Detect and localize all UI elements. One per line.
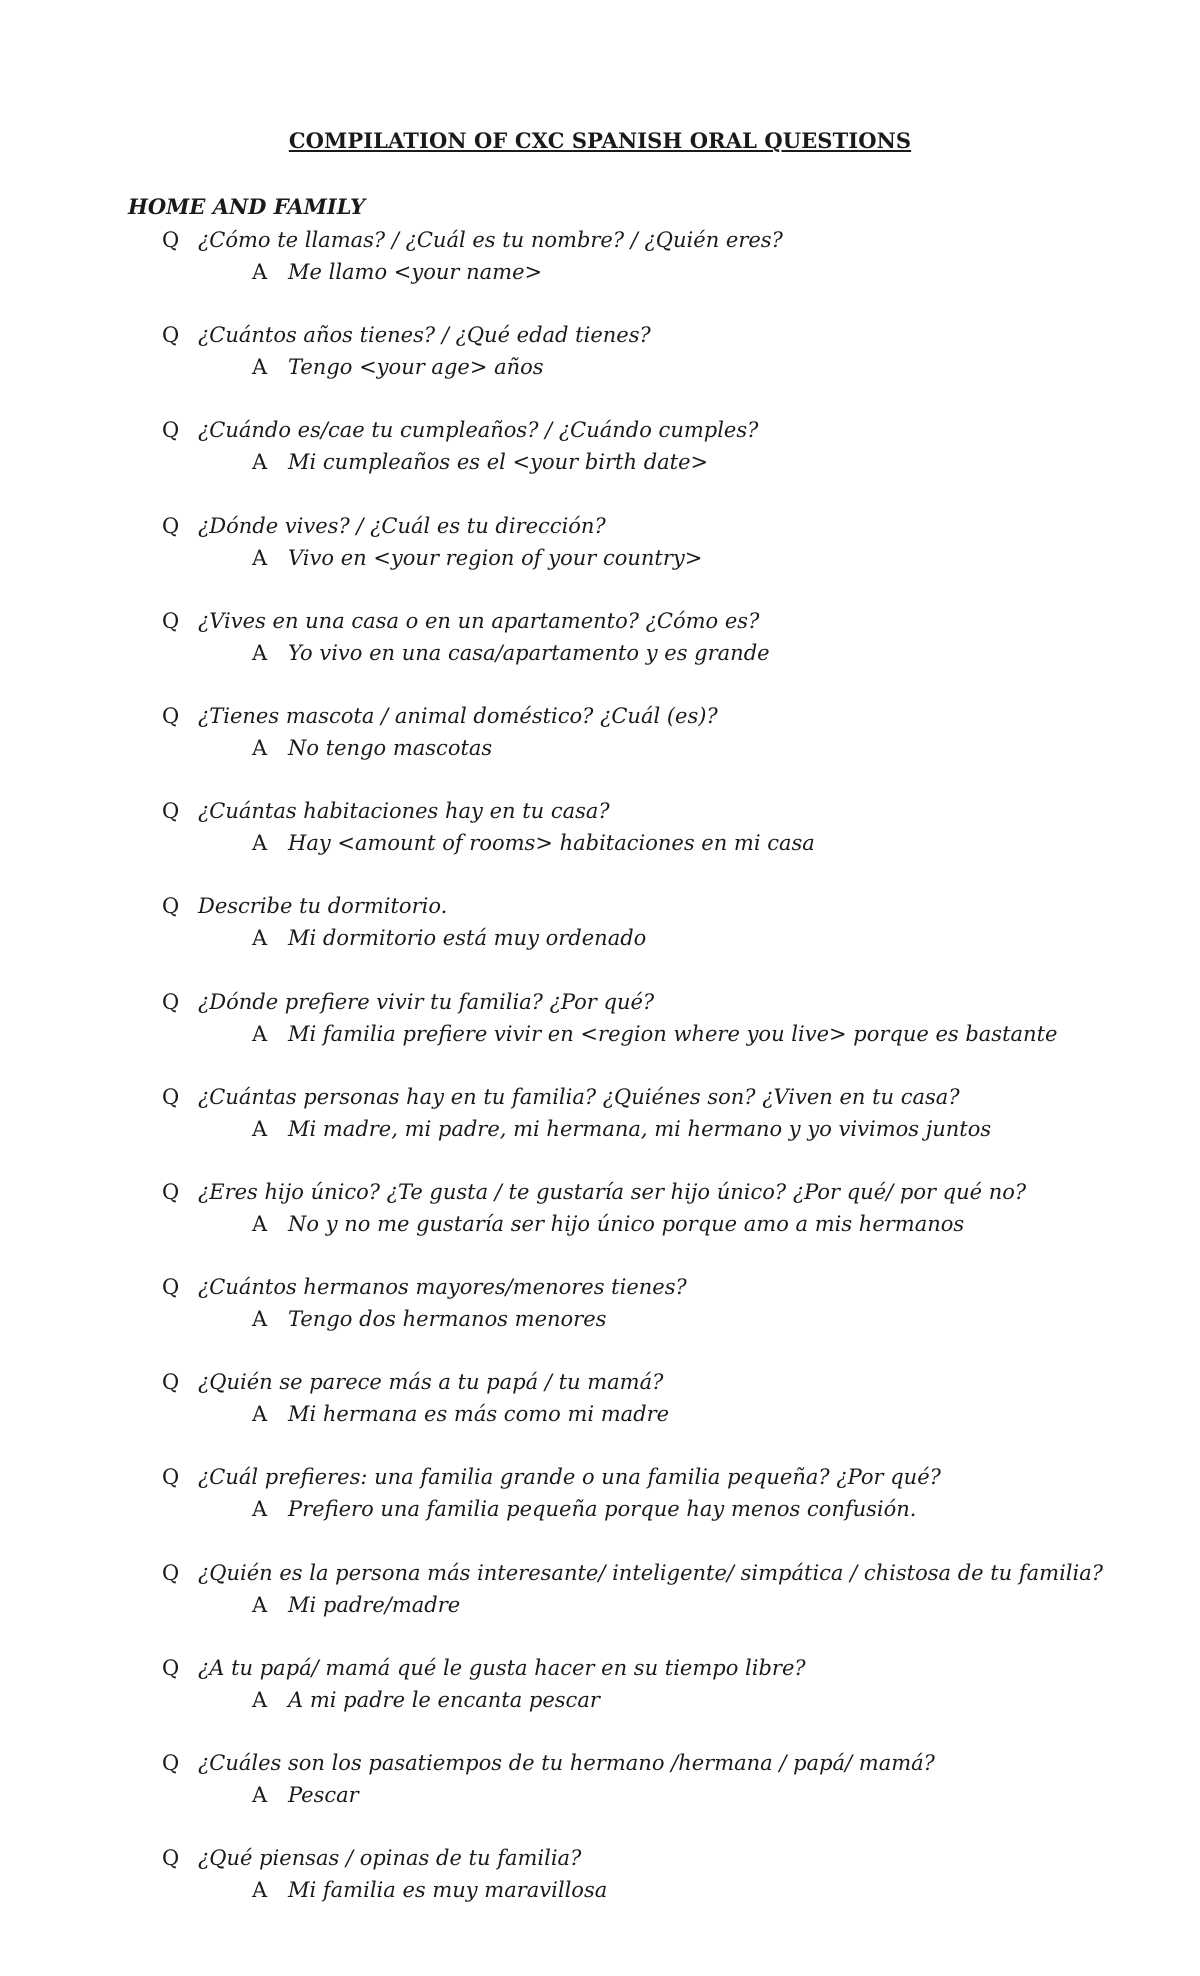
question-text: ¿Cuántos hermanos mayores/menores tienes?: [198, 1275, 687, 1300]
question-line: [162, 986, 654, 1018]
question-line: [162, 1557, 1103, 1589]
answer-line: [252, 1493, 916, 1525]
answer-marker: A: [252, 545, 268, 570]
question-text: ¿Eres hijo único? ¿Te gusta / te gustaría ser hijo único? ¿Por qué/ por qué no?: [198, 1179, 1027, 1204]
answer-marker: A: [252, 735, 268, 760]
question-text: ¿Dónde vives? / ¿Cuál es tu dirección?: [198, 513, 606, 538]
answer-marker: A: [252, 1687, 268, 1712]
answer-line: [252, 1874, 607, 1906]
answer-text: Mi dormitorio está muy ordenado: [288, 926, 647, 951]
question-line: [162, 1652, 806, 1684]
qa-item: [0, 890, 1200, 985]
question-marker: Q: [162, 418, 180, 443]
question-marker: Q: [162, 1179, 180, 1204]
answer-text: Mi familia prefiere vivir en <region where you live> porque es bastante: [288, 1021, 1058, 1046]
qa-item: [0, 1081, 1200, 1176]
answer-text: No y no me gustaría ser hijo único porque amo a mis hermanos: [288, 1211, 965, 1236]
question-marker: Q: [162, 323, 180, 348]
question-marker: Q: [162, 1084, 180, 1109]
qa-list: [0, 224, 1200, 1937]
question-line: [162, 1747, 935, 1779]
answer-line: [252, 446, 708, 478]
answer-text: Vivo en <your region of your country>: [288, 545, 703, 570]
question-line: [162, 1271, 687, 1303]
question-text: ¿A tu papá/ mamá qué le gusta hacer en su tiempo libre?: [198, 1655, 806, 1680]
question-marker: Q: [162, 1465, 180, 1490]
question-marker: Q: [162, 608, 180, 633]
question-marker: Q: [162, 894, 180, 919]
question-text: ¿Cuántas personas hay en tu familia? ¿Quiénes son? ¿Viven en tu casa?: [198, 1084, 960, 1109]
answer-marker: A: [252, 1497, 268, 1522]
qa-item: [0, 700, 1200, 795]
answer-text: Me llamo <your name>: [288, 260, 543, 284]
document-title: COMPILATION OF CXC SPANISH ORAL QUESTIONS: [288, 128, 912, 153]
answer-line: [252, 1018, 1057, 1050]
answer-line: [252, 542, 702, 574]
question-line: [162, 1081, 960, 1113]
question-marker: Q: [162, 1275, 180, 1300]
answer-marker: A: [252, 1116, 268, 1141]
answer-marker: A: [252, 355, 268, 380]
question-text: Describe tu dormitorio.: [198, 894, 448, 919]
question-text: ¿Cuál prefieres: una familia grande o una familia pequeña? ¿Por qué?: [198, 1465, 941, 1490]
qa-item: [0, 795, 1200, 890]
answer-text: Mi padre/madre: [288, 1592, 461, 1617]
question-marker: Q: [162, 1370, 180, 1395]
question-line: [162, 795, 610, 827]
answer-marker: A: [252, 1402, 268, 1427]
question-text: ¿Quién se parece más a tu papá / tu mamá?: [198, 1370, 664, 1395]
answer-text: Tengo dos hermanos menores: [288, 1307, 607, 1332]
question-line: [162, 890, 447, 922]
question-line: [162, 319, 651, 351]
question-text: ¿Qué piensas / opinas de tu familia?: [198, 1846, 582, 1871]
answer-line: [252, 922, 646, 954]
answer-marker: A: [252, 1211, 268, 1236]
question-line: [162, 1176, 1026, 1208]
answer-marker: A: [252, 831, 268, 856]
answer-marker: A: [252, 1878, 268, 1903]
question-text: ¿Vives en una casa o en un apartamento? ¿Cómo es?: [198, 608, 760, 633]
qa-item: [0, 1366, 1200, 1461]
answer-line: [252, 1684, 600, 1716]
question-line: [162, 700, 718, 732]
qa-item: [0, 1652, 1200, 1747]
answer-text: Yo vivo en una casa/apartamento y es grande: [288, 640, 770, 665]
answer-marker: A: [252, 926, 268, 951]
question-line: [162, 510, 606, 542]
answer-line: [252, 827, 815, 859]
question-marker: Q: [162, 1560, 180, 1585]
answer-text: Mi hermana es más como mi madre: [288, 1402, 670, 1427]
question-line: [162, 1366, 663, 1398]
question-text: ¿Cómo te llamas? / ¿Cuál es tu nombre? / ¿Quién eres?: [198, 228, 783, 252]
section-heading: HOME AND FAMILY: [128, 194, 366, 219]
question-text: ¿Cuántas habitaciones hay en tu casa?: [198, 799, 610, 824]
answer-line: [252, 256, 542, 288]
answer-text: A mi padre le encanta pescar: [288, 1687, 600, 1712]
answer-marker: A: [252, 1783, 268, 1807]
qa-item: [0, 1271, 1200, 1366]
qa-item: [0, 510, 1200, 605]
qa-item: [0, 1747, 1200, 1842]
question-line: [162, 414, 758, 446]
qa-item: [0, 1842, 1200, 1937]
answer-line: [252, 1779, 359, 1811]
question-text: ¿Tienes mascota / animal doméstico? ¿Cuál (es)?: [198, 703, 718, 728]
question-text: ¿Dónde prefiere vivir tu familia? ¿Por qué?: [198, 989, 655, 1014]
qa-item: [0, 1557, 1200, 1652]
question-line: [162, 224, 783, 256]
answer-text: Mi familia es muy maravillosa: [288, 1878, 608, 1903]
answer-line: [252, 1208, 964, 1240]
qa-item: [0, 1461, 1200, 1556]
answer-text: Mi madre, mi padre, mi hermana, mi hermano y yo vivimos juntos: [288, 1116, 992, 1141]
answer-text: Pescar: [288, 1783, 359, 1807]
question-marker: Q: [162, 513, 180, 538]
question-line: [162, 605, 759, 637]
answer-text: Tengo <your age> años: [288, 355, 544, 380]
answer-line: [252, 351, 544, 383]
answer-text: Prefiero una familia pequeña porque hay menos confusión.: [288, 1497, 917, 1522]
answer-marker: A: [252, 260, 268, 284]
answer-marker: A: [252, 1021, 268, 1046]
answer-line: [252, 1589, 460, 1621]
answer-marker: A: [252, 1307, 268, 1332]
answer-text: Hay <amount of rooms> habitaciones en mi casa: [288, 831, 815, 856]
question-marker: Q: [162, 1846, 180, 1871]
answer-marker: A: [252, 640, 268, 665]
question-marker: Q: [162, 1655, 180, 1680]
qa-item: [0, 986, 1200, 1081]
answer-text: Mi cumpleaños es el <your birth date>: [288, 450, 709, 475]
question-text: ¿Cuáles son los pasatiempos de tu hermano /hermana / papá/ mamá?: [198, 1751, 935, 1775]
answer-marker: A: [252, 1592, 268, 1617]
question-text: ¿Cuántos años tienes? / ¿Qué edad tienes?: [198, 323, 651, 348]
answer-line: [252, 732, 492, 764]
question-marker: Q: [162, 989, 180, 1014]
question-text: ¿Quién es la persona más interesante/ inteligente/ simpática / chistosa de tu familia?: [198, 1560, 1104, 1585]
qa-item: [0, 1176, 1200, 1271]
answer-line: [252, 1303, 606, 1335]
question-marker: Q: [162, 799, 180, 824]
question-marker: Q: [162, 228, 180, 252]
answer-line: [252, 637, 770, 669]
question-marker: Q: [162, 703, 180, 728]
qa-item: [0, 224, 1200, 319]
question-line: [162, 1842, 581, 1874]
qa-item: [0, 414, 1200, 509]
qa-item: [0, 319, 1200, 414]
question-marker: Q: [162, 1751, 180, 1775]
question-line: [162, 1461, 941, 1493]
question-text: ¿Cuándo es/cae tu cumpleaños? / ¿Cuándo cumples?: [198, 418, 759, 443]
answer-line: [252, 1113, 991, 1145]
answer-line: [252, 1398, 669, 1430]
answer-marker: A: [252, 450, 268, 475]
qa-item: [0, 605, 1200, 700]
answer-text: No tengo mascotas: [288, 735, 493, 760]
